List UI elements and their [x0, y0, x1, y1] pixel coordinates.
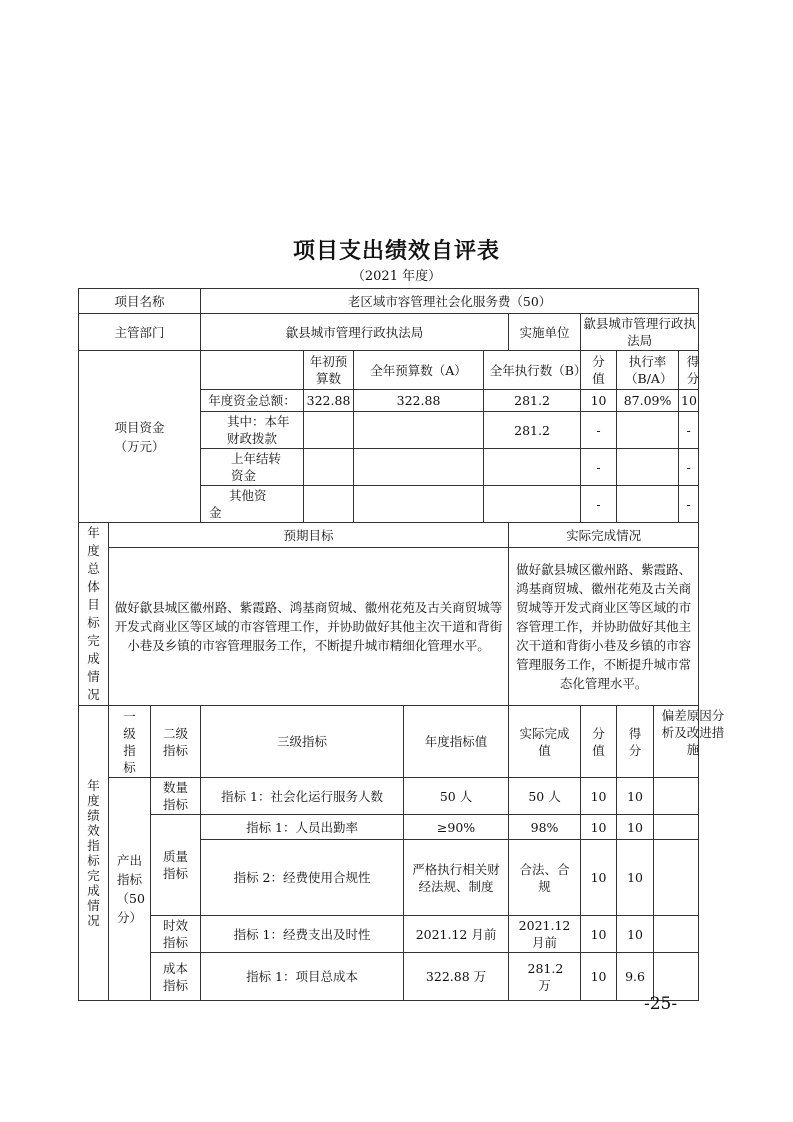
perf-header-actual: 实际完成值: [509, 706, 581, 778]
funds-header-row: [79, 351, 699, 390]
funds-row-carryover: 上年结转资金 - -: [79, 449, 699, 486]
perf-level1-output: 产出指标（50分）: [109, 778, 151, 1001]
dept-label: 主管部门: [79, 314, 201, 351]
goals-header-row: [79, 523, 699, 548]
perf-row-cost: 成本指标 指标 1：项目总成本 322.88 万 281.2 万 10 9.6: [79, 953, 699, 1001]
department-row: [79, 314, 699, 351]
impl-label: 实施单位: [509, 314, 581, 351]
goals-side-label: 年度总体目标完成情况: [79, 523, 109, 706]
page-number: -25-: [644, 994, 678, 1014]
perf-header-level3: 三级指标: [201, 706, 404, 778]
funds-row-other: 其他资金 - -: [79, 486, 699, 523]
perf-row-timeliness: 时效指标 指标 1：经费支出及时性 2021.12 月前 2021.12 月前 10 10: [79, 916, 699, 953]
funds-header-rate: 执行率（B/A）: [617, 351, 679, 390]
perf-header-level1: 一级指标: [109, 706, 151, 778]
impl-value: 歙县城市管理行政执法局: [581, 314, 699, 351]
perf-header-level2: 二级指标: [151, 706, 201, 778]
perf-row-attendance: 质量指标 指标 1：人员出勤率 ≥90% 98% 10 10: [79, 815, 699, 840]
dept-value: 歙县城市管理行政执法局: [201, 314, 509, 351]
funds-header-score: 得分: [679, 351, 699, 390]
funds-header-annual: 全年预算数（A）: [354, 351, 484, 390]
actual-goal-label: 实际完成情况: [509, 523, 699, 548]
page-title: 项目支出绩效自评表: [292, 239, 500, 264]
perf-row-quantity: 产出指标（50分） 数量指标 指标 1：社会化运行服务人数 50 人 50 人 10 10: [79, 778, 699, 815]
funds-header-executed: 全年执行数（B）: [484, 351, 581, 390]
perf-header-deviation: 偏差原因分析及改进措施: [654, 706, 699, 778]
evaluation-table: [78, 288, 725, 1001]
goals-content-row: [79, 548, 699, 706]
project-name-label: 项目名称: [79, 289, 201, 314]
funds-header-initial: 年初预算数: [304, 351, 354, 390]
funds-row-total: 年度资金总额： 322.88 322.88 281.2 10 87.09% 10: [79, 390, 699, 412]
funds-header-score-value: 分值: [581, 351, 617, 390]
expected-goal-label: 预期目标: [109, 523, 509, 548]
funds-label-text: 项目资金（万元）: [114, 419, 165, 454]
perf-row-compliance: 指标 2：经费使用合规性 严格执行相关财经法规、制度 合法、合规 10 10: [79, 840, 699, 916]
project-name-value: 老区域市容管理社会化服务费（50）: [201, 289, 699, 314]
perf-side-label: 年度绩效指标完成情况: [79, 706, 109, 1001]
funds-header-blank: [201, 351, 304, 390]
expected-goal-text: 做好歙县城区徽州路、紫霞路、鸿基商贸城、徽州花苑及古关商贸城等开发式商业区等区域的市容管理工作，并协助做好其他主次干道和背街小巷及乡镇的市容管理服务工作，不断提升城市精细化管理水平。: [109, 548, 509, 706]
perf-header-score-value: 分值: [581, 706, 617, 778]
perf-header-target: 年度指标值: [404, 706, 509, 778]
perf-header-row: [79, 706, 699, 778]
funds-row-fiscal: 其中：本年财政拨款 281.2 - -: [79, 412, 699, 449]
actual-goal-text: 做好歙县城区徽州路、紫霞路、鸿基商贸城、徽州花苑及古关商贸城等开发式商业区等区域的市容管理工作，并协助做好其他主次干道和背街小巷及乡镇的市容管理服务工作，不断提升城市常态化管理水平。: [509, 548, 699, 706]
perf-header-score: 得分: [617, 706, 654, 778]
project-name-row: [79, 289, 699, 314]
page-subtitle: （2021 年度）: [351, 269, 442, 284]
funds-label: [79, 351, 201, 523]
